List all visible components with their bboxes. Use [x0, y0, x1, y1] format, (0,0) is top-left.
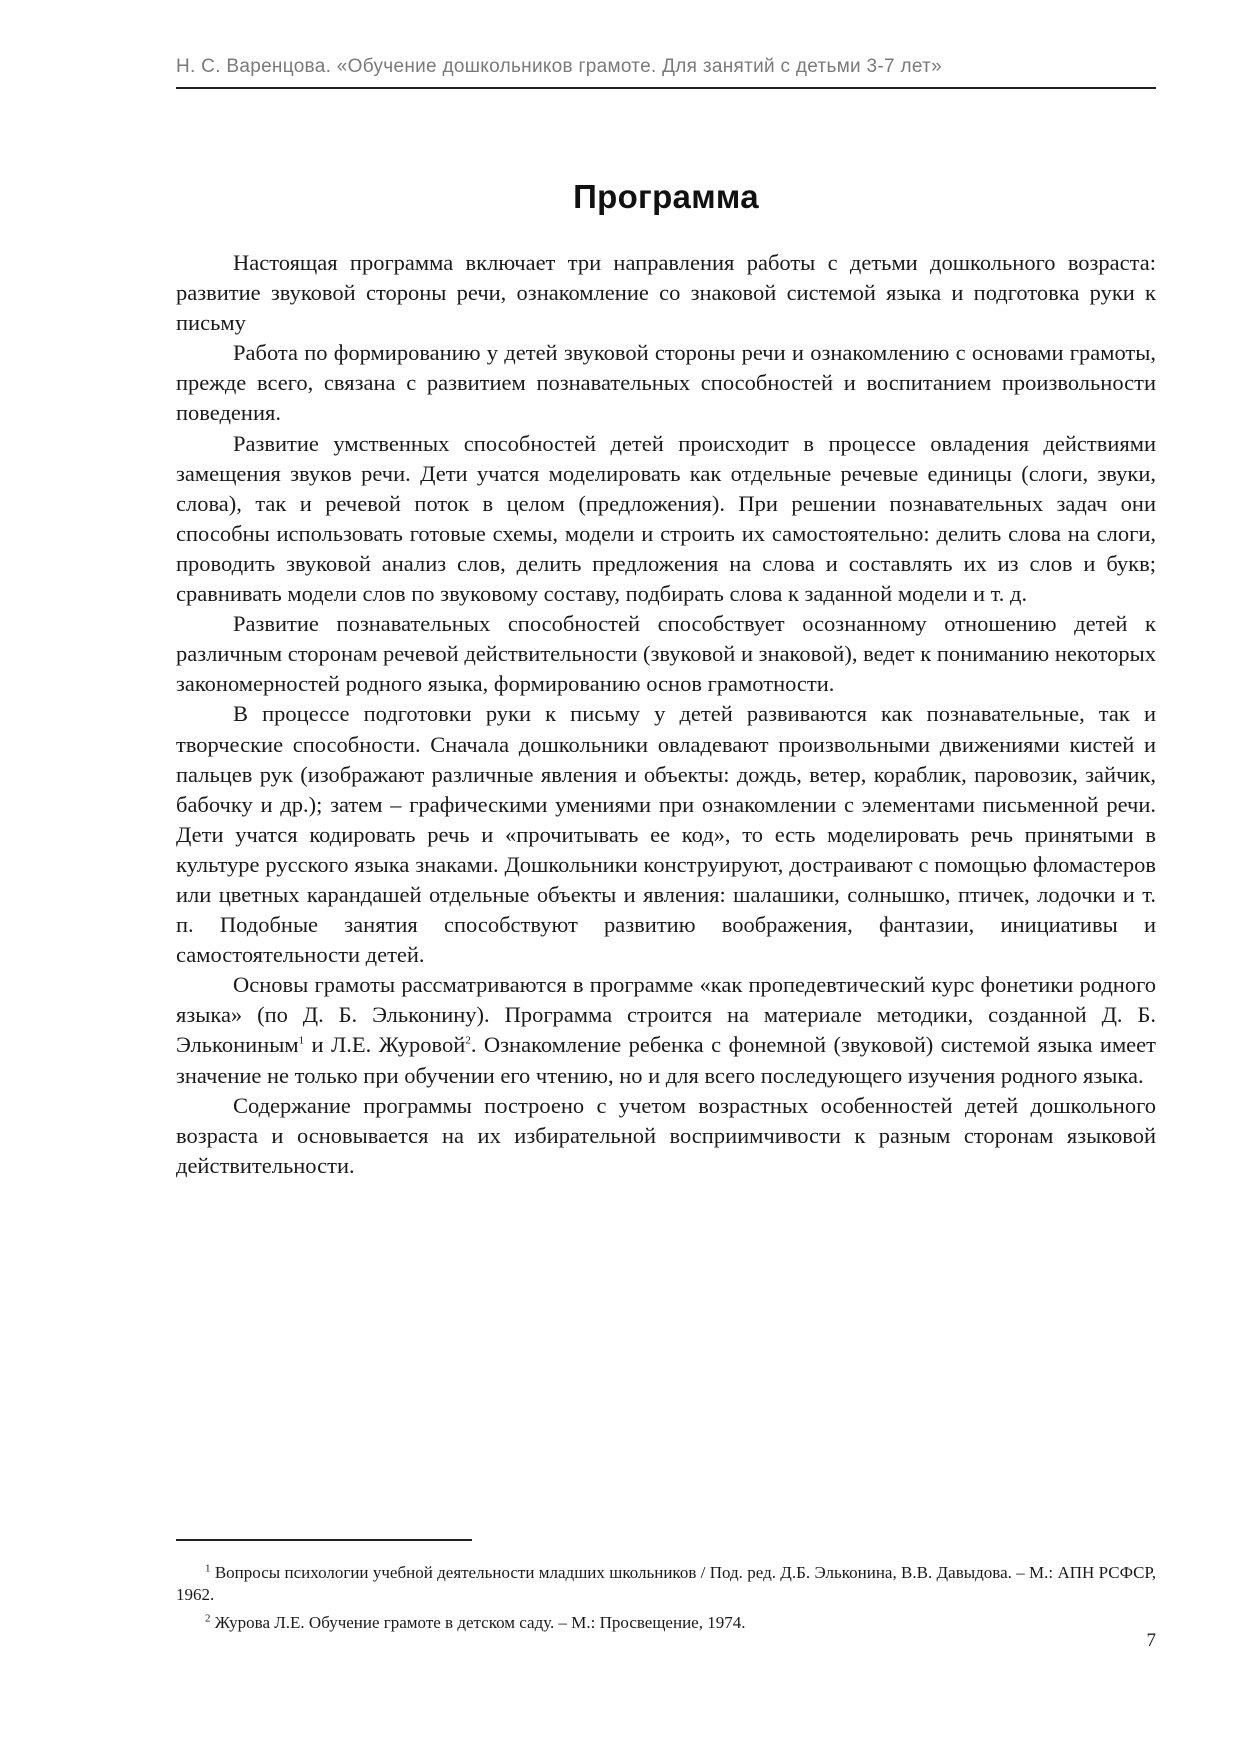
page-title: Программа: [573, 178, 759, 215]
paragraph: [176, 970, 1156, 1090]
footnote-text: Журова Л.Е. Обучение грамоте в детском саду. – М.: Просвещение, 1974.: [210, 1613, 746, 1632]
footnote-text: Вопросы психологии учебной деятельности младших школьников / Под. ред. Д.Б. Эльконина, В.В. Давыдова. – М.: АПН РСФСР, 1962.: [176, 1563, 1156, 1604]
paragraph: Развитие познавательных способностей способствует осознанному отношению детей к различным сторонам речевой действительности (звуковой и знаковой), ведет к пониманию некоторых закономерностей родного языка, формированию основ грамотности.: [176, 611, 1156, 697]
paragraph: Развитие умственных способностей детей происходит в процессе овладения действиями замещения звуков речи. Дети учатся моделировать как отдельные речевые единицы (слоги, звуки, слова), так и речевой поток в целом (предложения). При решении познавательных задач они способны использовать готовые схемы, модели и строить их самостоятельно: делить слова на слоги, проводить звуковой анализ слов, делить предложения на слова и составлять их из слов и букв; сравнивать модели слов по звуковому составу, подбирать слова к заданной модели и т. д.: [176, 430, 1156, 607]
paragraph-text: . Ознакомление ребенка с фонемной (звуковой) системой языка имеет значение не только при обучении его чтению, но и для всего последующего изучения родного языка.: [176, 1032, 1156, 1088]
page-number: 7: [1146, 1630, 1156, 1651]
paragraph: В процессе подготовки руки к письму у детей развиваются как познавательные, так и творческие способности. Сначала дошкольники овладевают произвольными движениями кистей и пальцев рук (изображают различные явления и объекты: дождь, ветер, кораблик, паровозик, зайчик, бабочку и др.); затем – графическими умениями при ознакомлении с элементами письменной речи. Дети учатся кодировать речь и «прочитывать ее код», то есть моделировать речь принятыми в культуре русского языка знаками. Дошкольники конструируют, достраивают с помощью фломастеров или цветных карандашей отдельные объекты и явления: шалашики, солнышко, птичек, лодочки и т. п. Подобные занятия способствуют развитию воображения, фантазии, инициативы и самостоятельности детей.: [176, 701, 1156, 968]
paragraph: Работа по формированию у детей звуковой стороны речи и ознакомлению с основами грамоты, прежде всего, связана с развитием познавательных способностей и воспитанием произвольности поведения.: [176, 340, 1156, 426]
footnote: [176, 1612, 1156, 1634]
footnote-mark: 2: [205, 1612, 211, 1625]
footnote: [176, 1562, 1156, 1606]
running-header: Н. С. Варенцова. «Обучение дошкольников грамоте. Для занятий с детьми 3-7 лет»: [176, 56, 942, 77]
paragraph-text: и Л.Е. Журовой: [304, 1032, 466, 1058]
paragraph: Настоящая программа включает три направления работы с детьми дошкольного возраста: развитие звуковой стороны речи, ознакомление со знаковой системой языка и подготовка руки к письму: [176, 250, 1156, 336]
footnotes: [176, 1562, 1156, 1640]
footnote-divider: [176, 1539, 472, 1541]
footnote-mark: 1: [205, 1562, 211, 1575]
footnote-reference[interactable]: 1: [298, 1034, 305, 1047]
paragraph-text: Основы грамоты рассматриваются в программе «как пропедевтический курс фонетики родного языка» (по Д. Б. Эльконину). Программа строится на материале методики, созданной Д. Б. Элькониным: [176, 972, 1156, 1058]
body-text: [176, 248, 1156, 1181]
paragraph: Содержание программы построено с учетом возрастных особенностей детей дошкольного возраста и основывается на их избирательной восприимчивости к разным сторонам языковой действительности.: [176, 1092, 1156, 1178]
footnote-reference[interactable]: 2: [465, 1034, 471, 1047]
header-divider: [176, 87, 1156, 89]
